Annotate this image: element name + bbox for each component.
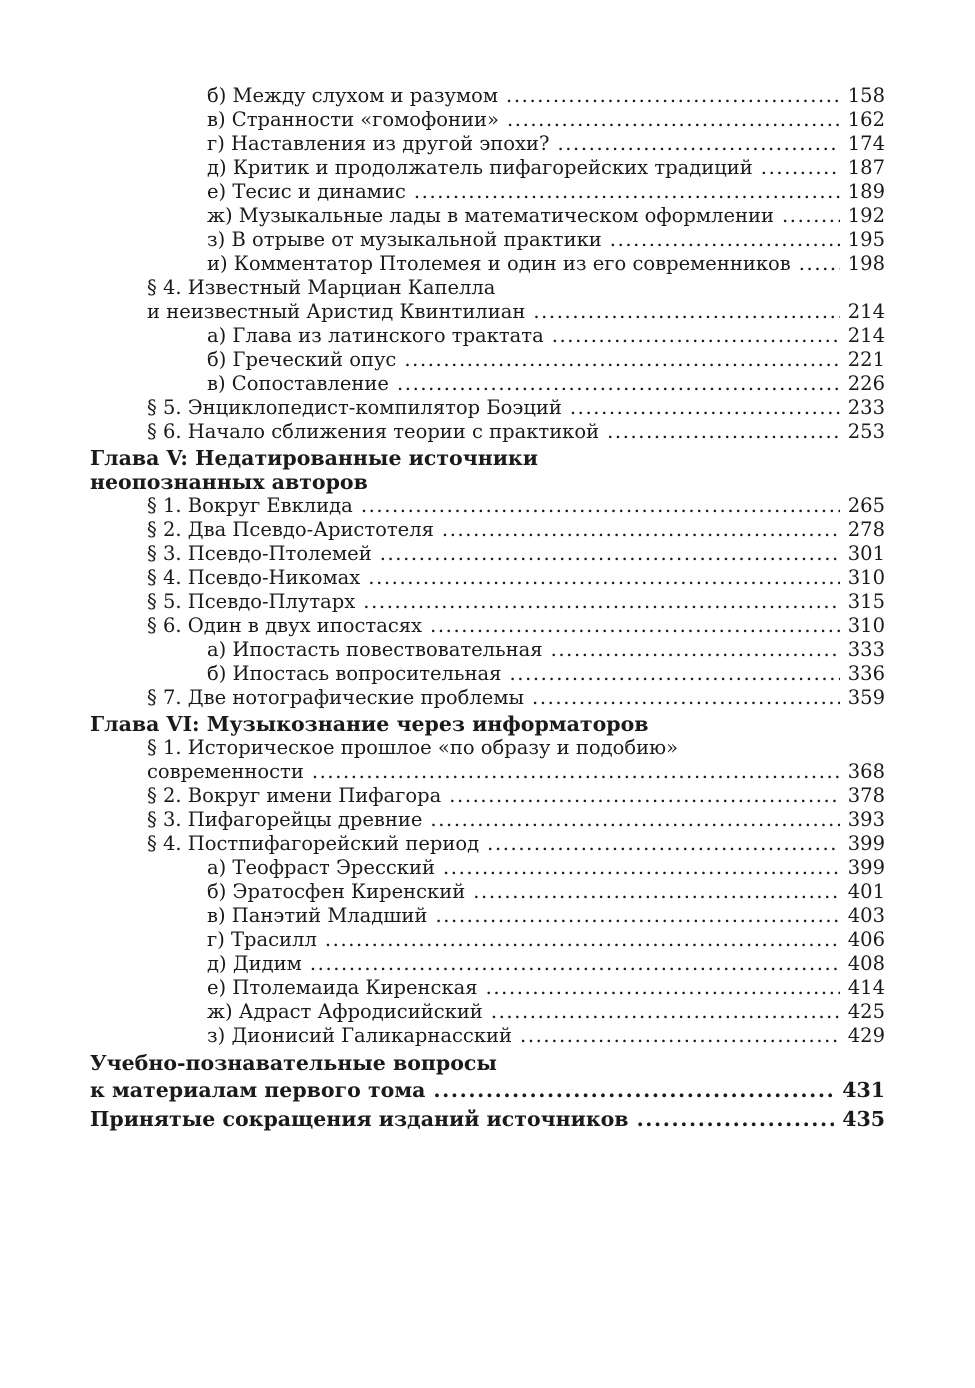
table-of-contents [90, 84, 885, 1133]
dot-leader [312, 760, 840, 784]
toc-entry[interactable] [90, 372, 885, 396]
dot-leader [310, 952, 840, 976]
toc-entry-page: 399 [847, 856, 885, 879]
toc-entry[interactable] [90, 686, 885, 710]
toc-entry-title: § 6. Один в двух ипостасях [147, 614, 423, 637]
toc-entry[interactable] [90, 832, 885, 856]
dot-leader [368, 566, 840, 590]
toc-entry-page: 214 [847, 324, 885, 347]
dot-leader [799, 252, 840, 276]
toc-entry[interactable] [90, 494, 885, 518]
toc-entry-page: 393 [847, 808, 885, 831]
toc-entry-title: з) Дионисий Галикарнасский [207, 1024, 513, 1047]
dot-leader [486, 976, 840, 1000]
dot-leader [433, 1077, 834, 1104]
toc-entry-page: 368 [847, 760, 885, 783]
toc-entry[interactable] [90, 348, 885, 372]
chapter-heading[interactable] [90, 446, 885, 470]
toc-entry[interactable] [90, 566, 885, 590]
dot-leader [487, 832, 840, 856]
toc-entry-page: 315 [847, 590, 885, 613]
toc-entry[interactable] [90, 1024, 885, 1048]
toc-entry-page: 189 [847, 180, 885, 203]
toc-entry[interactable] [90, 108, 885, 132]
dot-leader [506, 84, 840, 108]
dot-leader [473, 880, 840, 904]
toc-entry-page: 406 [847, 928, 885, 951]
toc-entry-title: б) Греческий опус [207, 348, 397, 371]
toc-entry-title: § 1. Историческое прошлое «по образу и подобию» [147, 736, 679, 759]
toc-entry[interactable] [90, 590, 885, 614]
dot-leader [607, 420, 840, 444]
toc-entry-page: 431 [842, 1078, 885, 1102]
toc-entry[interactable] [90, 1000, 885, 1024]
toc-entry-title: Принятые сокращения изданий источников [90, 1107, 629, 1131]
toc-entry-title: § 3. Псевдо-Птолемей [147, 542, 372, 565]
toc-entry-title: ж) Музыкальные лады в математическом оформлении [207, 204, 774, 227]
chapter-heading[interactable] [90, 712, 885, 736]
toc-entry-page: 399 [847, 832, 885, 855]
dot-leader [443, 856, 840, 880]
toc-entry[interactable] [90, 928, 885, 952]
dot-leader [637, 1106, 835, 1133]
toc-entry-title: в) Сопоставление [207, 372, 389, 395]
toc-entry[interactable] [90, 760, 885, 784]
dot-leader [552, 324, 840, 348]
toc-entry[interactable] [90, 1077, 885, 1104]
toc-entry[interactable] [90, 228, 885, 252]
toc-entry-title: а) Ипостасть повествовательная [207, 638, 543, 661]
toc-entry-title: § 5. Псевдо-Плутарх [147, 590, 356, 613]
toc-entry-page: 414 [847, 976, 885, 999]
toc-entry-title: § 5. Энциклопедист-компилятор Боэций [147, 396, 562, 419]
toc-entry-page: 408 [847, 952, 885, 975]
toc-entry[interactable] [90, 84, 885, 108]
toc-entry-title: б) Между слухом и разумом [207, 84, 499, 107]
toc-entry-heading-line [90, 276, 885, 300]
dot-leader [449, 784, 840, 808]
toc-entry-page: 425 [847, 1000, 885, 1023]
toc-entry-page: 378 [847, 784, 885, 807]
toc-entry[interactable] [90, 542, 885, 566]
toc-entry-page: 195 [847, 228, 885, 251]
toc-entry[interactable] [90, 614, 885, 638]
toc-entry-page: 265 [847, 494, 885, 517]
dot-leader [509, 662, 839, 686]
toc-entry-title: § 3. Пифагорейцы древние [147, 808, 423, 831]
toc-entry-page: 253 [847, 420, 885, 443]
toc-entry-title: д) Критик и продолжатель пифагорейских традиций [207, 156, 753, 179]
toc-entry-title: б) Ипостась вопросительная [207, 662, 502, 685]
toc-entry-page: 336 [847, 662, 885, 685]
toc-entry-title: § 2. Вокруг имени Пифагора [147, 784, 442, 807]
toc-entry[interactable] [90, 952, 885, 976]
dot-leader [363, 590, 839, 614]
toc-entry-page: 435 [842, 1107, 885, 1131]
toc-entry-page: 192 [847, 204, 885, 227]
dot-leader [380, 542, 840, 566]
dot-leader [533, 300, 839, 324]
toc-entry-title: и) Комментатор Птолемея и один из его современников [207, 252, 791, 275]
dot-leader [507, 108, 840, 132]
toc-entry[interactable] [90, 132, 885, 156]
toc-entry[interactable] [90, 300, 885, 324]
toc-entry[interactable] [90, 662, 885, 686]
dot-leader [782, 204, 840, 228]
toc-entry-title: г) Наставления из другой эпохи? [207, 132, 550, 155]
toc-entry[interactable] [90, 324, 885, 348]
toc-entry[interactable] [90, 904, 885, 928]
toc-entry-title: е) Тесис и динамис [207, 180, 406, 203]
toc-entry[interactable] [90, 1106, 885, 1133]
toc-entry-title: е) Птолемаида Киренская [207, 976, 478, 999]
toc-entry-page: 162 [847, 108, 885, 131]
dot-leader [430, 808, 839, 832]
dot-leader [761, 156, 840, 180]
toc-entry-page: 310 [847, 566, 885, 589]
toc-entry-title: в) Панэтий Младший [207, 904, 428, 927]
dot-leader [491, 1000, 840, 1024]
toc-entry[interactable] [90, 784, 885, 808]
toc-entry-title: з) В отрыве от музыкальной практики [207, 228, 602, 251]
toc-entry-title: § 7. Две нотографические проблемы [147, 686, 525, 709]
toc-entry-title: § 1. Вокруг Евклида [147, 494, 353, 517]
chapter-heading[interactable] [90, 470, 885, 494]
toc-entry-page: 187 [847, 156, 885, 179]
toc-entry-page: 233 [847, 396, 885, 419]
toc-entry[interactable] [90, 518, 885, 542]
toc-entry[interactable] [90, 638, 885, 662]
chapter-title: Глава VI: Музыкознание через информаторов [90, 712, 649, 736]
toc-entry[interactable] [90, 808, 885, 832]
toc-entry-heading-line [90, 1050, 885, 1077]
dot-leader [520, 1024, 840, 1048]
toc-entry-title: к материалам первого тома [90, 1078, 426, 1102]
toc-entry[interactable] [90, 976, 885, 1000]
dot-leader [610, 228, 840, 252]
toc-entry-title: § 4. Псевдо-Никомах [147, 566, 361, 589]
toc-entry-heading-line [90, 736, 885, 760]
toc-entry-title: г) Трасилл [207, 928, 317, 951]
toc-entry-title: § 6. Начало сближения теории с практикой [147, 420, 600, 443]
dot-leader [404, 348, 839, 372]
toc-entry-title: и неизвестный Аристид Квинтилиан [147, 300, 526, 323]
chapter-title: неопознанных авторов [90, 470, 368, 494]
toc-entry-page: 221 [847, 348, 885, 371]
toc-entry[interactable] [90, 252, 885, 276]
toc-entry-page: 333 [847, 638, 885, 661]
dot-leader [414, 180, 840, 204]
toc-entry-title: в) Странности «гомофонии» [207, 108, 499, 131]
toc-entry[interactable] [90, 880, 885, 904]
toc-entry-page: 198 [847, 252, 885, 275]
dot-leader [570, 396, 840, 420]
toc-entry-title: а) Глава из латинского трактата [207, 324, 544, 347]
dot-leader [397, 372, 840, 396]
toc-entry-page: 226 [847, 372, 885, 395]
dot-leader [325, 928, 840, 952]
toc-entry-page: 301 [847, 542, 885, 565]
toc-entry-page: 278 [847, 518, 885, 541]
chapter-title: Глава V: Недатированные источники [90, 446, 538, 470]
toc-entry-title: § 4. Известный Марциан Капелла [147, 276, 496, 299]
toc-entry-page: 310 [847, 614, 885, 637]
toc-entry[interactable] [90, 396, 885, 420]
toc-entry-title: д) Дидим [207, 952, 302, 975]
dot-leader [532, 686, 840, 710]
toc-entry-page: 403 [847, 904, 885, 927]
toc-entry[interactable] [90, 180, 885, 204]
toc-entry-page: 214 [847, 300, 885, 323]
toc-entry-title: § 4. Постпифагорейский период [147, 832, 480, 855]
dot-leader [435, 904, 839, 928]
toc-entry-page: 429 [847, 1024, 885, 1047]
toc-entry-title: б) Эратосфен Киренский [207, 880, 466, 903]
dot-leader [551, 638, 840, 662]
toc-entry-page: 158 [847, 84, 885, 107]
toc-entry-title: а) Теофраст Эресский [207, 856, 435, 879]
dot-leader [442, 518, 840, 542]
dot-leader [361, 494, 840, 518]
toc-entry-title: ж) Адраст Афродисийский [207, 1000, 483, 1023]
toc-entry-page: 359 [847, 686, 885, 709]
toc-entry[interactable] [90, 204, 885, 228]
dot-leader [557, 132, 839, 156]
toc-entry-page: 174 [847, 132, 885, 155]
toc-entry[interactable] [90, 156, 885, 180]
toc-entry-title: § 2. Два Псевдо-Аристотеля [147, 518, 434, 541]
toc-entry-page: 401 [847, 880, 885, 903]
toc-entry-title: Учебно-познавательные вопросы [90, 1051, 497, 1075]
toc-entry-title: современности [147, 760, 304, 783]
toc-entry[interactable] [90, 856, 885, 880]
toc-entry[interactable] [90, 420, 885, 444]
dot-leader [430, 614, 840, 638]
